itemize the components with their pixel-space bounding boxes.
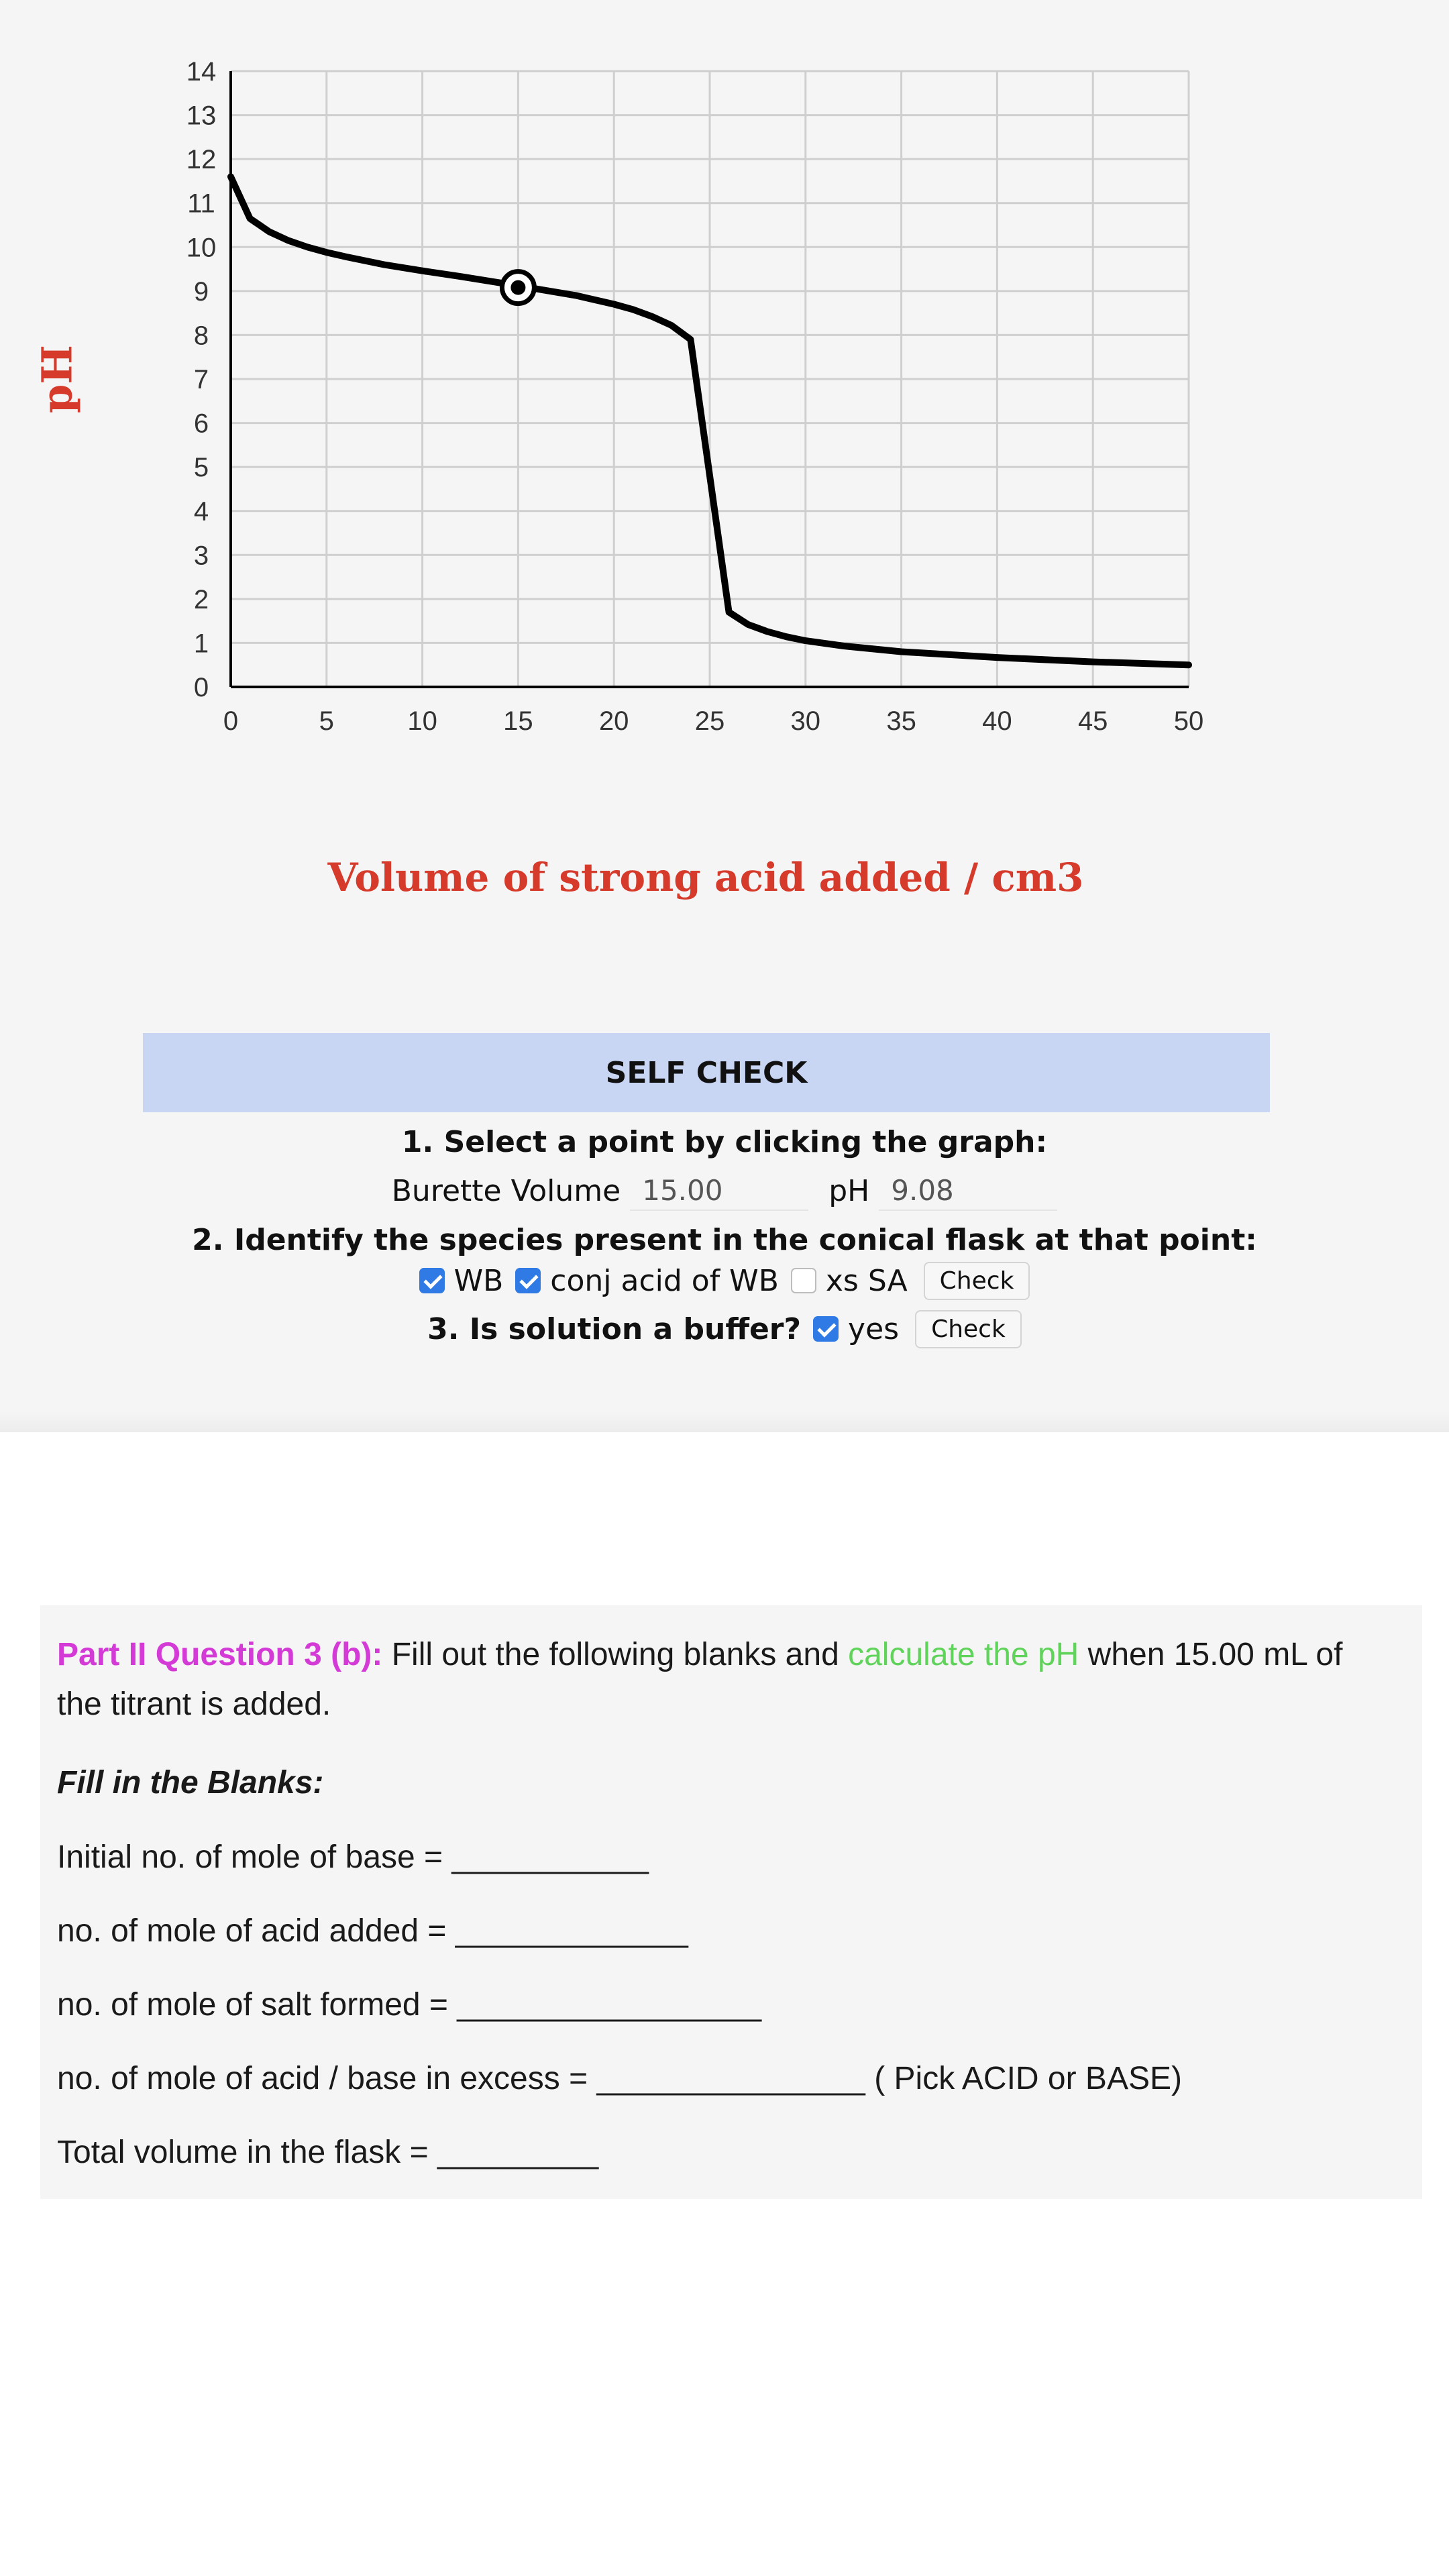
species-label-xs-sa: xs SA <box>825 1263 908 1298</box>
x-tick-label: 20 <box>598 706 629 736</box>
x-tick-label: 0 <box>223 706 239 736</box>
checkbox-conj-acid[interactable] <box>515 1268 541 1293</box>
y-tick-label: 8 <box>193 321 209 351</box>
y-tick-label: 5 <box>193 453 209 483</box>
x-tick-label: 30 <box>790 706 821 736</box>
species-label-wb: WB <box>453 1263 504 1298</box>
x-tick-label: 15 <box>503 706 533 736</box>
y-tick-label: 3 <box>193 541 209 571</box>
y-axis-label: pH <box>32 345 82 413</box>
y-tick-label: 10 <box>186 233 217 263</box>
x-tick-label: 5 <box>319 706 334 736</box>
panel-divider <box>0 1412 1449 1432</box>
x-tick-label: 25 <box>694 706 725 736</box>
blank-total-volume: Total volume in the flask = _________ <box>57 2135 599 2170</box>
y-tick-label: 0 <box>193 673 209 702</box>
species-row <box>0 1260 1449 1301</box>
x-tick-label: 45 <box>1077 706 1108 736</box>
species-label-conj-acid: conj acid of WB <box>550 1263 779 1298</box>
blank-moles-excess: no. of mole of acid / base in excess = _______________ ( Pick ACID or BASE) <box>57 2061 1182 2096</box>
fill-blanks-heading: Fill in the Blanks: <box>57 1765 324 1801</box>
blank-moles-salt-formed: no. of mole of salt formed = _________________ <box>57 1987 762 2023</box>
step3-instruction: 3. Is solution a buffer? <box>427 1311 802 1346</box>
ph-field[interactable]: 9.08 <box>879 1171 1057 1211</box>
question-box <box>40 1605 1422 2199</box>
blank-moles-acid-added: no. of mole of acid added = _____________ <box>57 1913 688 1949</box>
blank-initial-moles-base: Initial no. of mole of base = ___________ <box>57 1839 649 1875</box>
y-tick-label: 4 <box>193 496 209 527</box>
burette-volume-field[interactable]: 15.00 <box>630 1171 808 1211</box>
question-part-label: Part II Question 3 (b): <box>57 1637 383 1672</box>
question-text-b: when 15.00 mL of <box>1079 1637 1343 1672</box>
x-tick-label: 40 <box>982 706 1012 736</box>
y-tick-label: 6 <box>193 409 209 439</box>
check-species-button[interactable]: Check <box>924 1262 1030 1300</box>
x-tick-label: 10 <box>407 706 437 736</box>
x-tick-label: 35 <box>886 706 916 736</box>
y-tick-label: 14 <box>186 57 217 87</box>
checkbox-xs-sa[interactable] <box>791 1268 816 1293</box>
selected-point-dot <box>511 280 525 295</box>
y-tick-label: 11 <box>187 189 215 219</box>
buffer-yes-label: yes <box>848 1311 900 1346</box>
ph-label: pH <box>828 1173 870 1208</box>
step2-instruction: 2. Identify the species present in the conical flask at that point: <box>192 1222 1257 1257</box>
checkbox-wb[interactable] <box>419 1268 445 1293</box>
self-check-header: SELF CHECK <box>143 1033 1270 1112</box>
burette-volume-label: Burette Volume <box>391 1173 621 1208</box>
y-tick-label: 2 <box>193 584 209 614</box>
x-tick-label: 50 <box>1173 706 1204 736</box>
y-tick-label: 1 <box>193 629 209 659</box>
y-tick-label: 7 <box>193 365 209 394</box>
buffer-row <box>0 1308 1449 1350</box>
point-readout-row <box>0 1170 1449 1212</box>
checkbox-buffer-yes[interactable] <box>813 1316 839 1342</box>
question-line-2: the titrant is added. <box>57 1686 331 1722</box>
y-tick-label: 13 <box>186 101 217 131</box>
x-axis-label: Volume of strong acid added / cm3 <box>327 855 1084 900</box>
question-text-a: Fill out the following blanks and <box>382 1637 849 1672</box>
question-highlight: calculate the pH <box>848 1637 1079 1672</box>
y-tick-label: 9 <box>193 276 209 307</box>
step1-instruction: 1. Select a point by clicking the graph: <box>401 1124 1048 1159</box>
question-line-1 <box>57 1636 1342 1673</box>
check-buffer-button[interactable]: Check <box>915 1310 1022 1348</box>
titration-chart[interactable] <box>0 0 1449 771</box>
y-tick-label: 12 <box>186 145 217 175</box>
